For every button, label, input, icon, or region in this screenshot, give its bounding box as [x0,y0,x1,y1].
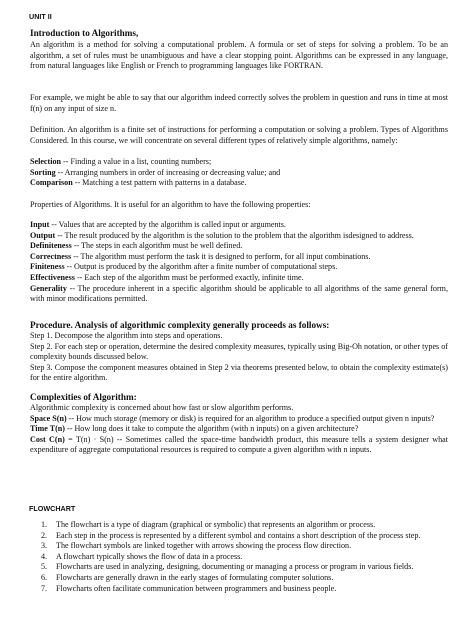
term: Definiteness [30,241,72,251]
definition-paragraph: Definition. An algorithm is a finite set of instructions for performing a computation or solving a problem. Types of Algorithms Considered. In this course, we will concentrate on several different types of relatively simple algorithms, namely: [30,125,448,145]
item-number: 3. [41,541,48,551]
term-description: -- The result produced by the algorithm is the solution to the problem that the algorithm isdesigned to address. [55,230,414,240]
list-item [30,562,448,573]
flowchart-heading: FLOWCHART [29,504,76,513]
list-item [30,284,448,305]
item-text: Flowcharts are generally drawn in the early stages of formulating computer solutions. [56,572,334,582]
intro-heading: Introduction to Algorithms, [30,28,139,38]
example-paragraph: For example, we might be able to say that our algorithm indeed correctly solves the problem in question and runs in time at most f(n) on any input of size n. [30,93,448,113]
item-text: Flowcharts are used in analyzing, designing, documenting or managing a process or program in various fields. [56,562,414,572]
list-item [30,273,448,284]
complexities-heading: Complexities of Algorithm: [30,392,137,402]
flowchart-list [30,520,448,594]
list-item [30,178,448,189]
algorithm-types-list [30,157,448,189]
term: Time T(n) [30,424,66,434]
procedure-step: Step 1. Decompose the algorithm into steps and operations. [30,331,223,340]
item-number: 4. [41,551,48,561]
term-description: -- Values that are accepted by the algorithm is called input or arguments. [49,220,286,229]
term-description: -- How much storage (memory or disk) is required for an algorithm to produce a specified output given n inputs? [66,413,435,423]
term: Sorting [30,167,56,177]
list-item [30,168,448,179]
procedure-heading: Procedure. Analysis of algorithmic complexity generally proceeds as follows: [30,320,330,330]
term-description: -- Output is produced by the algorithm after a finite number of computational steps. [64,262,338,272]
term-description: -- The steps in each algorithm must be well defined. [71,241,243,251]
list-item [30,573,448,584]
term: Finiteness [30,262,65,272]
list-item [30,252,448,263]
list-item [30,541,448,552]
list-item [30,520,448,531]
term: Output [30,230,56,240]
item-text: The flowchart is a type of diagram (graphical or symbolic) that represents an algorithm or process. [56,520,376,529]
list-item [30,231,448,242]
term-description: = T(n) · S(n) -- Sometimes called the space-time bandwidth product, this measure tells a system designer what expenditure of aggregate computational resources is required to compute a given algorithm with n inputs. [30,434,449,455]
term: Input [30,220,50,229]
term-description: -- Finding a value in a list, counting numbers; [61,157,212,166]
term: Effectiveness [30,272,75,282]
term-description: -- The procedure inherent in a specific algorithm should be applicable to all algorithms of the same general form, with minor modifications permitted. [30,283,448,304]
properties-list [30,220,448,305]
procedure-steps [30,331,448,384]
term: Comparison [30,178,73,188]
item-text: The flowchart symbols are linked together with arrows showing the process flow direction. [56,541,352,551]
item-number: 1. [41,520,48,529]
complexities-intro: Algorithmic complexity is concerned about how fast or slow algorithm performs. [30,403,294,412]
item-number: 5. [41,562,48,572]
term: Correctness [30,251,72,261]
list-item [30,424,448,435]
properties-intro: Properties of Algorithms. It is useful for an algorithm to have the following properties: [30,200,311,209]
list-item [30,531,448,542]
item-text: Each step in the process is represented by a different symbol and contains a short description of the process step. [56,530,421,540]
complexities-list [30,403,448,456]
intro-paragraph: An algorithm is a method for solving a computational problem. A formula or set of steps for solving a problem. To be an algorithm, a set of rules must be unambiguous and have a clear stopping point. Algorithms can be expressed in any language, from natural languages like English or French to programming languages like FORTRAN. [30,40,448,71]
item-text: A flowchart typically shows the flow of data in a process. [56,551,243,561]
term-description: -- The algorithm must perform the task it is designed to perform, for all input combinations. [71,251,371,261]
term-description: -- Arranging numbers in order of increasing or decreasing value; and [55,167,281,177]
term-description: -- Each step of the algorithm must be performed exactly, infinite time. [74,272,304,282]
item-number: 7. [41,583,48,593]
list-item [30,157,448,168]
term: Space S(n) [30,413,67,423]
procedure-step: Step 2. For each step or operation, determine the desired complexity measures, typically using Big-Oh notation, or other types of complexity bounds discussed below. [30,341,448,362]
term: Cost C(n) [30,434,65,444]
item-number: 6. [41,572,48,582]
item-text: Flowcharts often facilitate communication between programmers and business people. [56,583,337,593]
term-description: -- Matching a test pattern with patterns in a database. [72,178,247,188]
list-item [30,262,448,273]
list-item [30,241,448,252]
list-item [30,414,448,425]
item-number: 2. [41,530,48,540]
term: Selection [30,157,62,166]
term: Generality [30,283,67,293]
term-description: -- How long does it take to compute the algorithm (with n inputs) on a given architecture? [65,424,359,434]
procedure-step: Step 3. Compose the component measures obtained in Step 2 via theorems presented below, to obtain the complexity estimate(s) for the entire algorithm. [30,362,448,383]
unit-label: UNIT II [29,12,52,21]
list-item [30,435,448,456]
list-item [30,584,448,595]
list-item [30,552,448,563]
list-item [30,220,448,231]
